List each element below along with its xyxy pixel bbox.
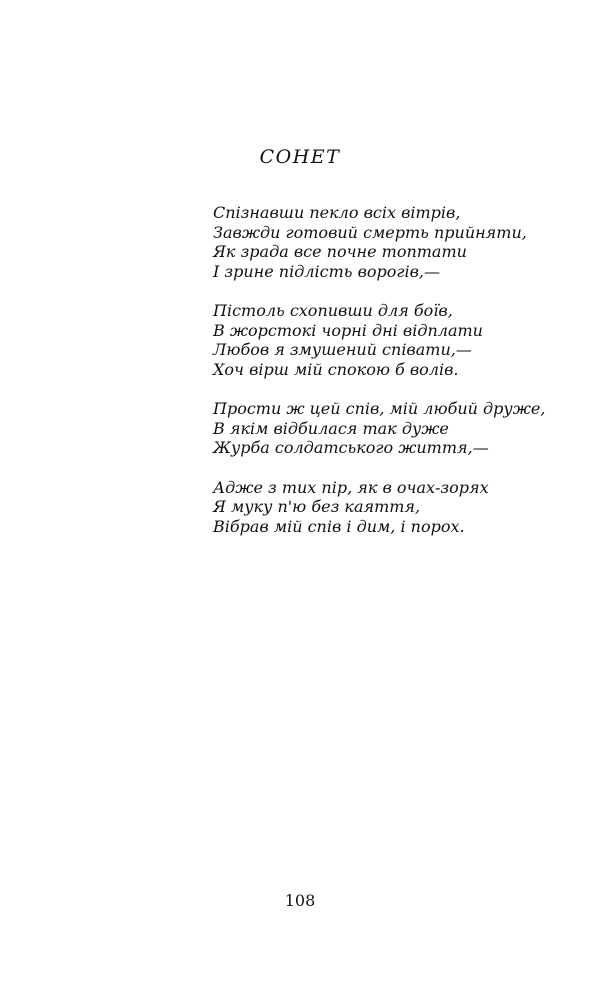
page-number: 108 [284, 891, 316, 910]
poem-line: Завжди готовий смерть прийняти, [213, 222, 527, 242]
stanza-1 [213, 203, 553, 281]
poem-body [213, 203, 553, 556]
stanza-2 [213, 301, 553, 379]
poem-line: Прости ж цей спів, мій любий друже, [213, 399, 546, 418]
poem-line: І зрине підлість ворогів,— [213, 261, 440, 281]
poem-line: Як зрада все почне топтати [213, 242, 467, 261]
poem-line: Адже з тих пір, як в очах-зорях [213, 477, 489, 497]
poem-line: Спізнавши пекло всіх вітрів, [213, 203, 461, 222]
poem-line: Любов я змушений співати,— [213, 340, 472, 359]
poem-line: В жорстокі чорні дні відплати [213, 320, 483, 340]
poem-title: СОНЕТ [259, 146, 341, 168]
poem-line: Вібрав мій спів і дим, і порох. [213, 516, 465, 536]
poem-line: Хоч вірш мій спокою б волів. [213, 359, 459, 379]
stanza-3 [213, 399, 553, 458]
poem-line: В якім відбилася так дуже [213, 418, 449, 438]
stanza-4 [213, 478, 553, 537]
poem-line: Пістоль схопивши для боїв, [213, 301, 453, 320]
poem-line: Я муку п'ю без каяття, [213, 497, 421, 516]
poem-line: Журба солдатського життя,— [213, 438, 489, 457]
